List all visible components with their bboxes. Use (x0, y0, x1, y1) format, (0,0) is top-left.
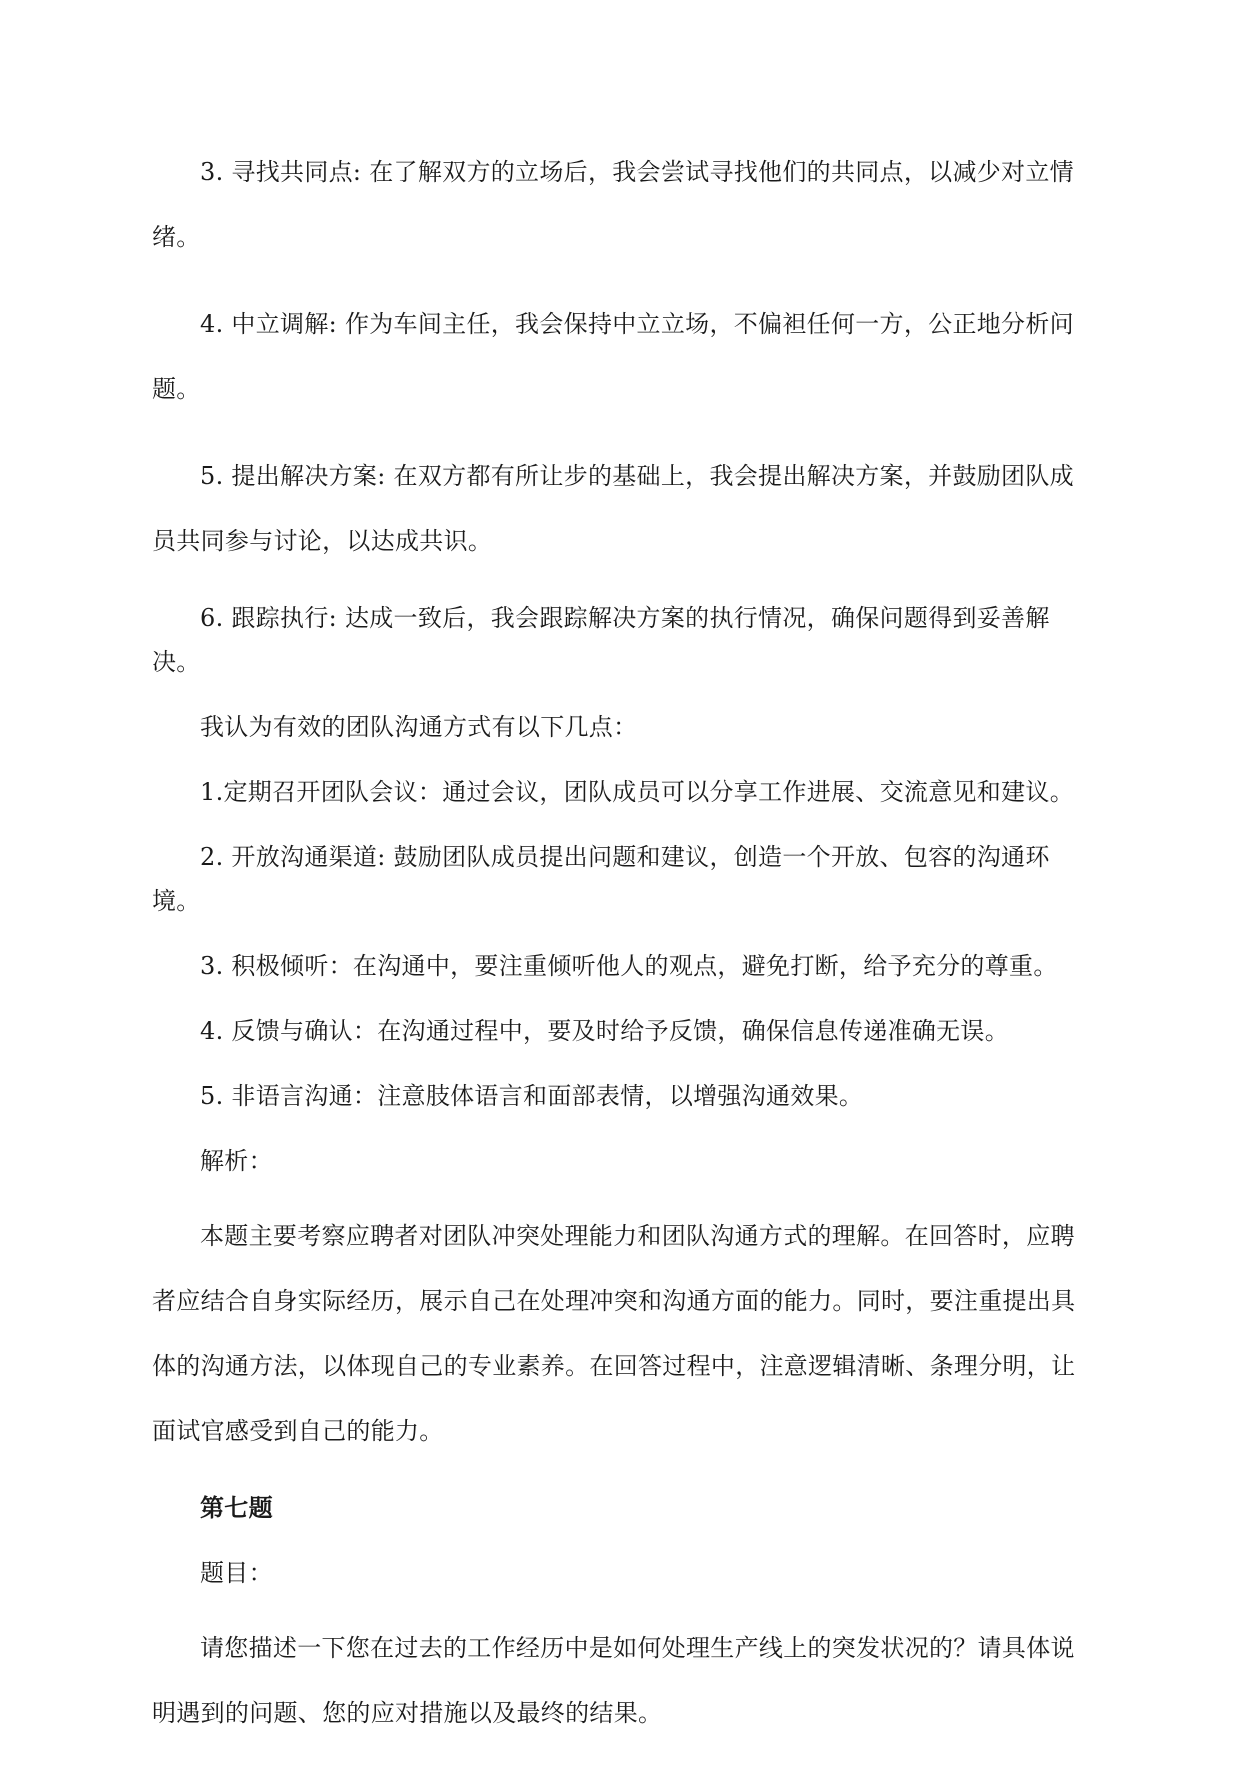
paragraph-question-body: 请您描述一下您在过去的工作经历中是如何处理生产线上的突发状况的？请具体说明遇到的问题、您的应对措施以及最终的结果。 (152, 1634, 1075, 1727)
document-body (152, 140, 1090, 1768)
paragraph-propose-solution: 5. 提出解决方案: 在双方都有所让步的基础上，我会提出解决方案，并鼓励团队成员共同参与讨论，以达成共识。 (152, 462, 1074, 555)
paragraph-analysis-label: 解析： (200, 1147, 273, 1175)
paragraph-nonverbal-communication: 5. 非语言沟通：注意肢体语言和面部表情，以增强沟通效果。 (200, 1082, 864, 1110)
paragraph-feedback-confirmation: 4. 反馈与确认：在沟通过程中，要及时给予反馈，确保信息传递准确无误。 (200, 1017, 1010, 1045)
paragraph-question-label: 题目： (200, 1559, 273, 1587)
section-heading-question-seven: 第七题 (200, 1493, 273, 1522)
paragraph-active-listening: 3. 积极倾听：在沟通中，要注重倾听他人的观点，避免打断，给予充分的尊重。 (200, 952, 1058, 980)
paragraph-regular-meetings: 1.定期召开团队会议：通过会议，团队成员可以分享工作进展、交流意见和建议。 (200, 778, 1074, 806)
paragraph-neutral-mediation: 4. 中立调解: 作为车间主任，我会保持中立立场，不偏袒任何一方，公正地分析问题。 (152, 310, 1074, 403)
paragraph-find-common-ground: 3. 寻找共同点: 在了解双方的立场后，我会尝试寻找他们的共同点，以减少对立情绪。 (152, 158, 1074, 251)
paragraph-communication-intro: 我认为有效的团队沟通方式有以下几点： (200, 713, 638, 741)
paragraph-analysis-body: 本题主要考察应聘者对团队冲突处理能力和团队沟通方式的理解。在回答时，应聘者应结合自身实际经历，展示自己在处理冲突和沟通方面的能力。同时，要注重提出具体的沟通方法，以体现自己的专业素养。在回答过程中，注意逻辑清晰、条理分明，让面试官感受到自己的能力。 (152, 1222, 1076, 1445)
paragraph-open-channels: 2. 开放沟通渠道: 鼓励团队成员提出问题和建议，创造一个开放、包容的沟通环境。 (152, 843, 1050, 915)
paragraph-track-execution: 6. 跟踪执行: 达成一致后，我会跟踪解决方案的执行情况，确保问题得到妥善解决。 (152, 604, 1050, 676)
